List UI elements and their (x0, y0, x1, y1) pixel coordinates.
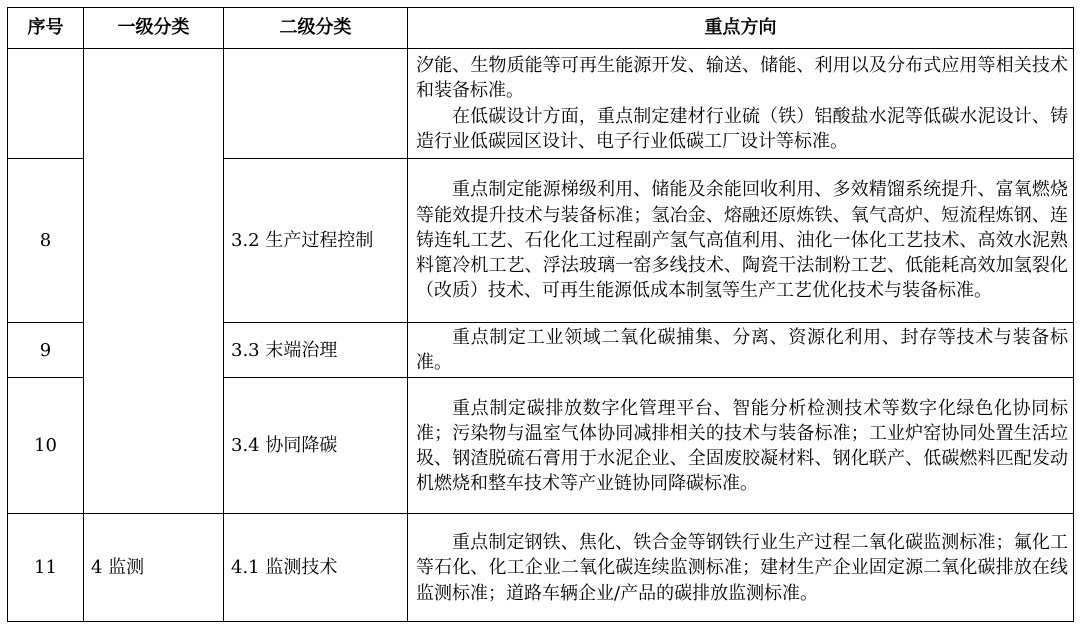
direction-paragraph: 重点制定钢铁、焦化、铁合金等钢铁行业生产过程二氧化碳监测标准；氟化工等石化、化工企业二氧化碳连续监测标准；建材生产企业固定源二氧化碳排放在线监测标准；道路车辆企业/产品的碳排放监测标准。 (416, 532, 1068, 604)
row-level2: 3.2 生产过程控制 (224, 159, 408, 323)
row-direction (408, 514, 1074, 622)
row-direction (408, 378, 1074, 514)
row-seq (8, 49, 84, 159)
row-level1-merged (84, 49, 224, 514)
row-seq: 8 (8, 159, 84, 323)
table-header-row (8, 8, 1074, 49)
direction-paragraph: 汐能、生物质能等可再生能源开发、输送、储能、利用以及分布式应用等相关技术和装备标准。 (416, 55, 1068, 102)
row-direction (408, 49, 1074, 159)
table-row (8, 49, 1074, 159)
row-direction (408, 159, 1074, 323)
direction-paragraph: 重点制定碳排放数字化管理平台、智能分析检测技术等数字化绿色化协同标准；污染物与温室气体协同减排相关的技术与装备标准；工业炉窑协同处置生活垃圾、钢渣脱硫石膏用于水泥企业、全固废胶凝材料、钢化联产、低碳燃料匹配发动机燃烧和整车技术等产业链协同降碳标准。 (416, 397, 1068, 495)
row-level2: 3.4 协同降碳 (224, 378, 408, 514)
row-level1: 4 监测 (84, 514, 224, 622)
standards-table (7, 7, 1074, 622)
row-level2 (224, 49, 408, 159)
row-level2: 3.3 末端治理 (224, 323, 408, 378)
row-level2: 4.1 监测技术 (224, 514, 408, 622)
header-level2: 二级分类 (224, 8, 408, 49)
standards-table-page (7, 7, 1073, 621)
direction-paragraph: 在低碳设计方面，重点制定建材行业硫（铁）铝酸盐水泥等低碳水泥设计、铸造行业低碳园区设计、电子行业低碳工厂设计等标准。 (416, 105, 1068, 152)
direction-paragraph: 重点制定能源梯级利用、储能及余能回收利用、多效精馏系统提升、富氧燃烧等能效提升技术与装备标准；氢冶金、熔融还原炼铁、氧气高炉、短流程炼钢、连铸连轧工艺、石化化工过程副产氢气高值利用、油化一体化工艺技术、高效水泥熟料篦冷机工艺、浮法玻璃一窑多线技术、陶瓷干法制粉工艺、低能耗高效加氢裂化（改质）技术、可再生能源低成本制氢等生产工艺优化技术与装备标准。 (416, 179, 1068, 302)
header-level1: 一级分类 (84, 8, 224, 49)
row-direction (408, 323, 1074, 378)
header-seq: 序号 (8, 8, 84, 49)
row-seq: 10 (8, 378, 84, 514)
row-seq: 9 (8, 323, 84, 378)
row-seq: 11 (8, 514, 84, 622)
table-row (8, 514, 1074, 622)
header-direction: 重点方向 (408, 8, 1074, 49)
direction-paragraph: 重点制定工业领域二氧化碳捕集、分离、资源化利用、封存等技术与装备标准。 (416, 327, 1068, 374)
